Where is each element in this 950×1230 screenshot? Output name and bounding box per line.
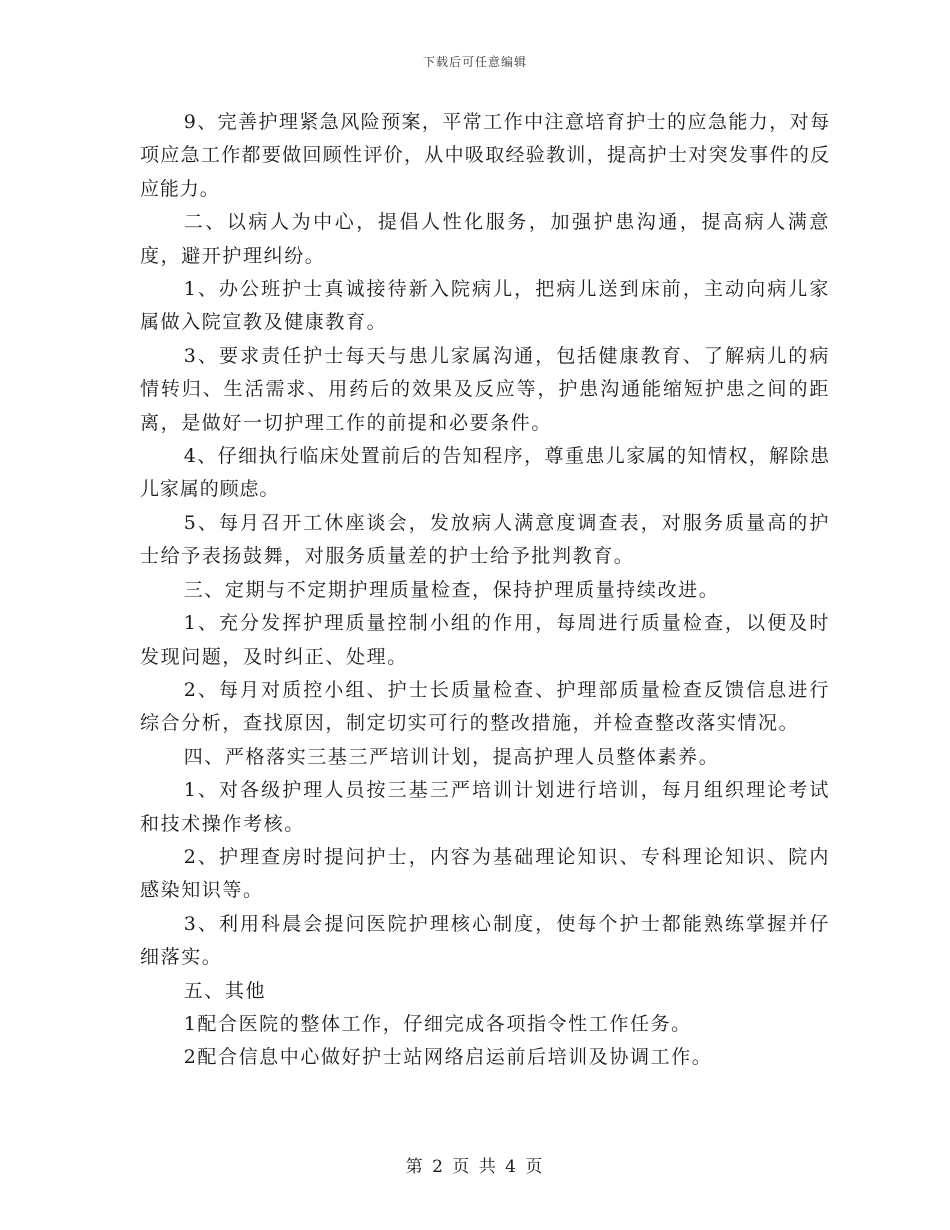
section-heading-training: 四、严格落实三基三严培训计划，提高护理人员整体素养。 xyxy=(183,745,720,768)
paragraph-emergency-plan: 9、完善护理紧急风险预案，平常工作中注意培育护士的应急能力，对每项应急工作都要做回顾性评价，从中吸取经验教训，提高护士对突发事件的反应能力。 xyxy=(140,111,830,200)
section-heading-patient-centered: 二、以病人为中心，提倡人性化服务，加强护患沟通，提高病人满意度，避开护理纠纷。 xyxy=(140,211,830,267)
paragraph-network-training: 2配合信息中心做好护士站网络启运前后培训及协调工作。 xyxy=(183,1046,713,1069)
paragraph-daily-communication: 3、要求责任护士每天与患儿家属沟通，包括健康教育、了解病儿的病情转归、生活需求、用药后的效果及反应等，护患沟通能缩短护患之间的距离，是做好一切护理工作的前提和必要条件。 xyxy=(140,344,830,434)
paragraph-admission-reception: 1、办公班护士真诚接待新入院病儿，把病儿送到床前，主动向病儿家属做入院宣教及健康教育。 xyxy=(140,278,830,334)
page-header-note: 下载后可任意编辑 xyxy=(422,55,527,69)
paragraph-quality-control-group: 1、充分发挥护理质量控制小组的作用，每周进行质量检查，以便及时发现问题，及时纠正、处理。 xyxy=(140,612,830,668)
paragraph-ward-rounds: 2、护理查房时提问护士，内容为基础理论知识、专科理论知识、院内感染知识等。 xyxy=(140,845,830,902)
section-heading-other: 五、其他 xyxy=(183,979,267,1002)
page-number: 第 2 页 共 4 页 xyxy=(405,1157,545,1177)
section-heading-quality-check: 三、定期与不定期护理质量检查，保持护理质量持续改进。 xyxy=(183,578,720,601)
paragraph-informed-consent: 4、仔细执行临床处置前后的告知程序，尊重患儿家属的知情权，解除患儿家属的顾虑。 xyxy=(140,445,830,501)
paragraph-training-plan: 1、对各级护理人员按三基三严培训计划进行培训，每月组织理论考试和技术操作考核。 xyxy=(140,779,830,835)
paragraph-morning-meeting: 3、利用科晨会提问医院护理核心制度，使每个护士都能熟练掌握并仔细落实。 xyxy=(140,912,830,969)
document-body xyxy=(140,106,830,1075)
paragraph-monthly-analysis: 2、每月对质控小组、护士长质量检查、护理部质量检查反馈信息进行综合分析，查找原因，制定切实可行的整改措施，并检查整改落实情况。 xyxy=(140,678,830,735)
paragraph-hospital-tasks: 1配合医院的整体工作，仔细完成各项指令性工作任务。 xyxy=(183,1012,692,1035)
paragraph-monthly-meeting: 5、每月召开工休座谈会，发放病人满意度调查表，对服务质量高的护士给予表扬鼓舞，对服务质量差的护士给予批判教育。 xyxy=(140,511,830,568)
